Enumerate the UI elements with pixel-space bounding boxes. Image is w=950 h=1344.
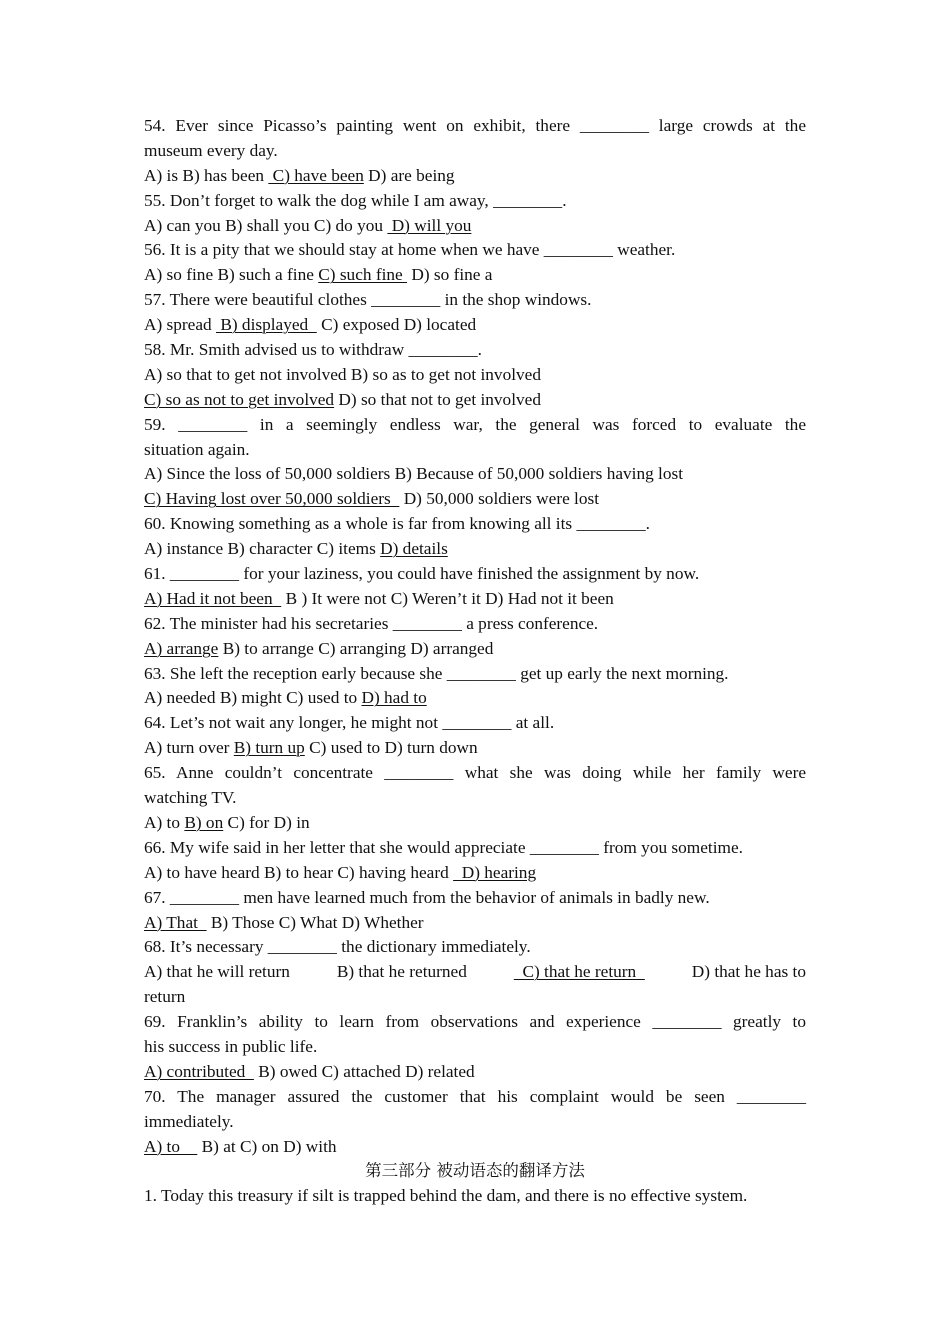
- option: D) with: [283, 1136, 337, 1156]
- option: D) Whether: [341, 912, 424, 932]
- options-row: [144, 537, 806, 562]
- option: D) in: [273, 812, 310, 832]
- question-64: [144, 711, 806, 761]
- option: C) items: [316, 539, 376, 559]
- question-59: [144, 413, 806, 513]
- option: A) to: [144, 812, 180, 832]
- option: A) to have heard: [144, 862, 260, 882]
- question-63: [144, 662, 806, 712]
- question-stem-line: 58. Mr. Smith advised us to withdraw ________.: [144, 340, 482, 360]
- option: C) Weren’t it: [390, 588, 481, 608]
- question-stem-line: 67. ________ men have learned much from the behavior of animals in badly new.: [144, 887, 710, 907]
- question-61: [144, 562, 806, 612]
- question-stem-line: watching TV.: [144, 788, 237, 808]
- option: D) Had not it been: [485, 588, 614, 608]
- answer-option: D) details: [380, 539, 448, 559]
- option: A) that he will return: [144, 962, 290, 982]
- options-row: [144, 587, 806, 612]
- question-stem-line: 62. The minister had his secretaries ________ a press conference.: [144, 613, 599, 633]
- options-row: [144, 388, 806, 413]
- question-stem-line: 65. Anne couldn’t concentrate ________ what she was doing while her family were: [144, 763, 806, 783]
- option: A) Since the loss of 50,000 soldiers: [144, 464, 391, 484]
- option: B) Those: [210, 912, 275, 932]
- question-stem-line: 69. Franklin’s ability to learn from observations and experience ________ greatly to: [144, 1012, 806, 1032]
- question-stem-line: 57. There were beautiful clothes ________ in the shop windows.: [144, 290, 592, 310]
- question-stem-line: immediately.: [144, 1111, 234, 1131]
- option: B) Because of 50,000 soldiers having lost: [394, 464, 684, 484]
- options-row: [144, 960, 806, 985]
- question-stem-line: 70. The manager assured the customer that his complaint would be seen ________: [144, 1086, 806, 1106]
- option: A) spread: [144, 315, 212, 335]
- answer-option: A) arrange: [144, 638, 219, 658]
- option: B) to hear: [263, 862, 334, 882]
- options-row: [144, 313, 806, 338]
- option: C) arranging: [318, 638, 407, 658]
- options-row: [144, 363, 806, 388]
- option: B) character: [227, 539, 313, 559]
- option: C) having heard: [337, 862, 449, 882]
- option: D) turn down: [384, 738, 478, 758]
- answer-option: B) turn up: [233, 738, 305, 758]
- question-stem-line: situation again.: [144, 439, 250, 459]
- option: B) has been: [182, 165, 265, 185]
- question-67: [144, 886, 806, 936]
- answer-option: C) that he return: [513, 962, 645, 982]
- answer-option: C) so as not to get involved: [144, 389, 335, 409]
- question-62: [144, 612, 806, 662]
- question-stem-line: 56. It is a pity that we should stay at home when we have ________ weather.: [144, 240, 676, 260]
- option: B) such a fine: [217, 265, 314, 285]
- options-row: [144, 911, 806, 936]
- options-row: [144, 164, 806, 189]
- answer-option: A) That: [144, 912, 207, 932]
- question-stem-line: 61. ________ for your laziness, you could have finished the assignment by now.: [144, 564, 700, 584]
- question-stem-line: 68. It’s necessary ________ the dictionary immediately.: [144, 937, 531, 957]
- question-54: [144, 114, 806, 189]
- answer-option: A) Had it not been: [144, 588, 282, 608]
- question-stem-line: 60. Knowing something as a whole is far from knowing all its ________.: [144, 514, 650, 534]
- question-stem-line: museum every day.: [144, 140, 278, 160]
- answer-option: C) such fine: [318, 265, 408, 285]
- question-stem-line: 64. Let’s not wait any longer, he might not ________ at all.: [144, 713, 555, 733]
- option: C) for: [227, 812, 270, 832]
- options-row: [144, 263, 806, 288]
- option: B) shall you: [225, 215, 310, 235]
- option: D) so fine a: [411, 265, 493, 285]
- answer-option: D) had to: [361, 688, 427, 708]
- answer-option: C) have been: [268, 165, 364, 185]
- option: B) that he returned: [336, 962, 467, 982]
- question-58: [144, 338, 806, 413]
- question-70: [144, 1085, 806, 1160]
- option: A) turn over: [144, 738, 230, 758]
- options-row: [144, 686, 806, 711]
- options-row: [144, 861, 806, 886]
- question-60: [144, 512, 806, 562]
- option: D) 50,000 soldiers were lost: [403, 489, 600, 509]
- translation-item: 1. Today this treasury if silt is trapped behind the dam, and there is no effective system.: [144, 1186, 748, 1206]
- options-row: [144, 637, 806, 662]
- option: A) so that to get not involved: [144, 364, 347, 384]
- answer-option: D) hearing: [453, 862, 537, 882]
- option: D) related: [405, 1061, 475, 1081]
- options-row: [144, 214, 806, 239]
- option: A) needed: [144, 688, 216, 708]
- options-row: [144, 1135, 806, 1160]
- question-65: [144, 761, 806, 836]
- options-row: [144, 487, 806, 512]
- option: C) What: [278, 912, 338, 932]
- option: A) instance: [144, 539, 224, 559]
- question-stem-line: 66. My wife said in her letter that she would appreciate ________ from you sometime.: [144, 837, 743, 857]
- answer-option: B) on: [184, 812, 224, 832]
- option: D) located: [403, 315, 477, 335]
- question-stem-line: his success in public life.: [144, 1036, 318, 1056]
- document-page: [144, 114, 806, 1209]
- question-68: [144, 935, 806, 1010]
- options-row: [144, 736, 806, 761]
- option: B) so as to get not involved: [350, 364, 541, 384]
- option: B ) It were not: [285, 588, 387, 608]
- option: B) owed: [258, 1061, 318, 1081]
- question-stem-line: 63. She left the reception early because she ________ get up early the next morning.: [144, 663, 729, 683]
- question-stem-line: 59. ________ in a seemingly endless war, the general was forced to evaluate the: [144, 414, 806, 434]
- question-57: [144, 288, 806, 338]
- option: D) so that not to get involved: [338, 389, 541, 409]
- option: C) used to: [286, 688, 358, 708]
- option: D) that he has to: [691, 962, 806, 982]
- question-66: [144, 836, 806, 886]
- option: C) exposed: [321, 315, 400, 335]
- question-stem-line: 55. Don’t forget to walk the dog while I am away, ________.: [144, 190, 567, 210]
- section-heading: 第三部分 被动语态的翻译方法: [365, 1161, 585, 1181]
- options-row: [144, 1060, 806, 1085]
- answer-option: A) contributed: [144, 1061, 254, 1081]
- option: C) do you: [313, 215, 384, 235]
- options-row: [144, 462, 806, 487]
- question-69: [144, 1010, 806, 1085]
- question-stem-line: 54. Ever since Picasso’s painting went on exhibit, there ________ large crowds at the: [144, 116, 806, 135]
- option: B) at: [201, 1136, 236, 1156]
- option: A) is: [144, 165, 179, 185]
- option: A) can you: [144, 215, 221, 235]
- option: C) attached: [321, 1061, 401, 1081]
- option: C) used to: [309, 738, 381, 758]
- option-continuation: return: [144, 987, 186, 1007]
- option: D) arranged: [410, 638, 494, 658]
- option: A) so fine: [144, 265, 214, 285]
- options-row: [144, 811, 806, 836]
- option: B) to arrange: [222, 638, 314, 658]
- question-56: [144, 238, 806, 288]
- option: B) might: [219, 688, 282, 708]
- option: D) are being: [368, 165, 455, 185]
- question-55: [144, 189, 806, 239]
- answer-option: A) to: [144, 1136, 198, 1156]
- option: C) on: [240, 1136, 279, 1156]
- answer-option: C) Having lost over 50,000 soldiers: [144, 489, 400, 509]
- answer-option: D) will you: [387, 215, 472, 235]
- answer-option: B) displayed: [216, 315, 317, 335]
